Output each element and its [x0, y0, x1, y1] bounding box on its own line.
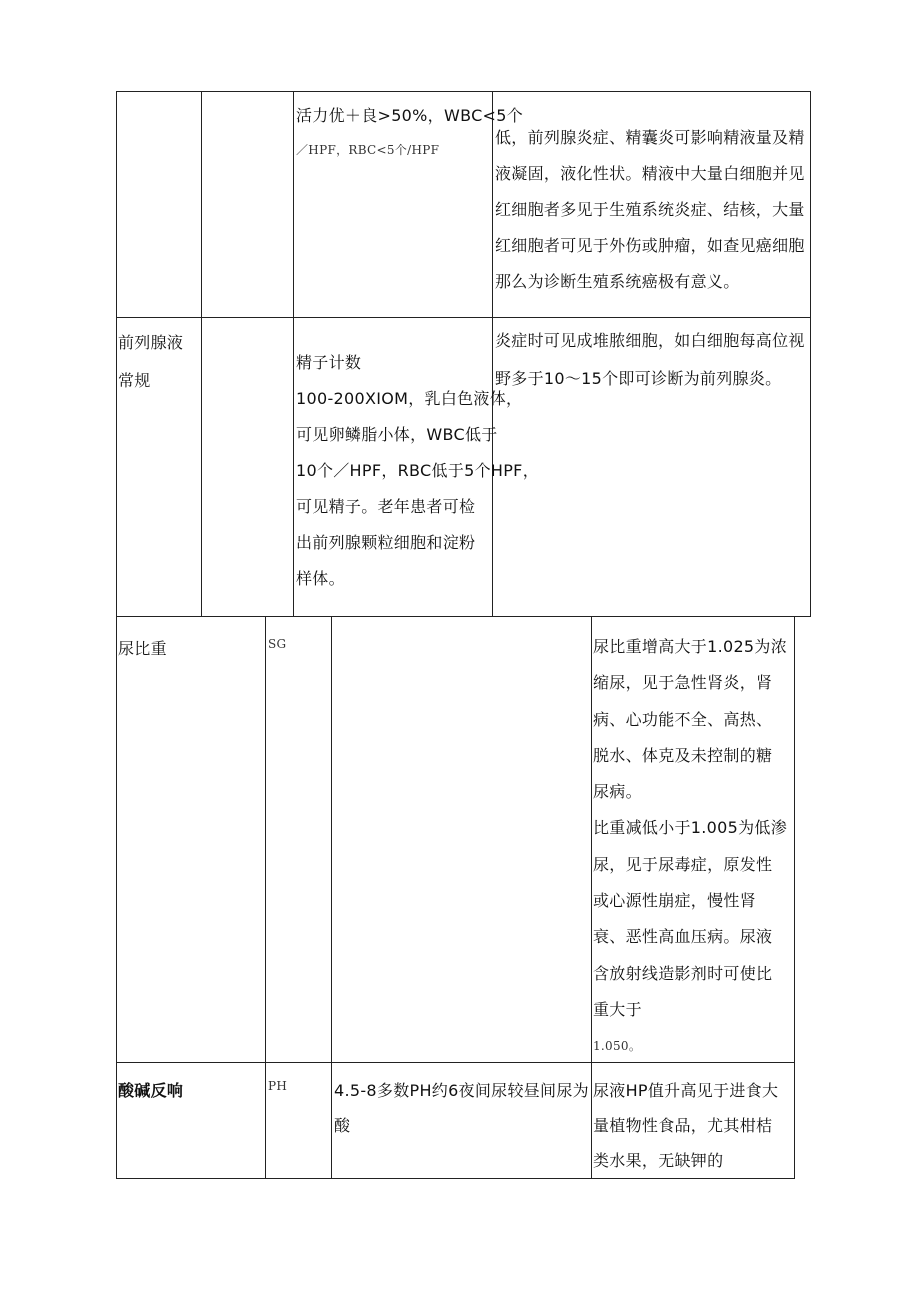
text-line: 量植物性食品，尤其柑桔 [593, 1116, 773, 1135]
text-line: 1.050。 [593, 1039, 642, 1054]
text-line: 可见精子。老年患者可检 [296, 497, 476, 516]
text-line: 尿，见于尿毒症，原发性 [593, 854, 773, 874]
test-name: 尿比重 [118, 639, 167, 658]
table2-row1-meaning [593, 629, 787, 1065]
table2-row1-abbr [268, 629, 286, 659]
table2-row2-name [118, 1073, 183, 1108]
table1-row1-meaning [495, 120, 805, 300]
text-line: 酸 [334, 1116, 351, 1135]
table1-col-line-0 [116, 91, 117, 617]
text-line: 类水果，无缺钾的 [593, 1151, 724, 1170]
table1-row-divider [116, 317, 811, 318]
text-line: 野多于10～15个即可诊断为前列腺炎。 [495, 369, 782, 388]
text-line: 红细胞者可见于外伤或肿瘤，如查见癌细胞 [495, 236, 805, 255]
text-line: 样体。 [296, 569, 345, 588]
text-line: 脱水、体克及未控制的糖 [593, 745, 773, 765]
text-line: 那么为诊断生殖系统癌极有意义。 [495, 272, 740, 291]
table2-col-line-3 [591, 616, 592, 1179]
table2-col-line-4 [794, 616, 795, 1179]
text-line: 含放射线造影剂时可使比 [593, 963, 773, 983]
text-line: 前列腺液 [118, 333, 184, 352]
table2-bottom-border [116, 1178, 795, 1179]
text-line: 出前列腺颗粒细胞和淀粉 [296, 533, 476, 552]
table1-col-line-4 [810, 91, 811, 617]
table1-top-border [116, 91, 811, 92]
text-line: 低，前列腺炎症、精囊炎可影响精液量及精 [495, 128, 805, 147]
table1-row1-criteria [296, 98, 523, 168]
text-line: 尿比重增高大于1.025为浓 [593, 637, 788, 656]
table2-col-line-2 [331, 616, 332, 1179]
test-abbr: PH [268, 1079, 288, 1093]
text-line: 或心源性崩症，慢性肾 [593, 891, 757, 911]
table2-row2-range [334, 1073, 589, 1143]
text-line: 100-200XIOM，乳白色液体， [296, 389, 523, 408]
text-line: 红细胞者多见于生殖系统炎症、结核，大量 [495, 200, 805, 219]
table2-row2-meaning [593, 1073, 778, 1178]
table2-col-line-0 [116, 616, 117, 1179]
table2-col-line-1 [265, 616, 266, 1179]
text-line: 4.5-8多数PH约6夜间尿较昼间尿为 [334, 1081, 589, 1100]
table1-col-line-2 [293, 91, 294, 617]
text-line: 可见卵鳞脂小体，WBC低于 [296, 425, 498, 444]
text-line: 常规 [118, 371, 151, 390]
text-line: 病、心功能不全、高热、 [593, 709, 773, 729]
text-line: 缩尿，见于急性肾炎，肾 [593, 673, 773, 693]
text-line: 比重减低小于1.005为低渗 [593, 818, 788, 838]
table1-row2-name [118, 324, 183, 400]
text-line: 精子计数 [296, 353, 362, 372]
text-line: ／HPF，RBC<5个/HPF [296, 143, 440, 157]
text-line: 重大于 [593, 999, 642, 1019]
table2-row1-name [118, 631, 167, 666]
table1-row2-meaning [495, 322, 805, 398]
text-line: 衰、恶性高血压病。尿液 [593, 927, 773, 947]
text-line: 活力优＋良>50%，WBC<5个 [296, 106, 524, 125]
test-name: 酸碱反响 [118, 1081, 184, 1100]
text-line: 尿病。 [593, 782, 642, 802]
text-line: 10个／HPF，RBC低于5个HPF， [296, 461, 539, 480]
table2-row2-abbr [268, 1071, 287, 1101]
table1-col-line-1 [201, 91, 202, 617]
text-line: 尿液HP值升高见于进食大 [593, 1081, 779, 1100]
text-line: 液凝固，液化性状。精液中大量白细胞并见 [495, 164, 805, 183]
test-abbr: SG [268, 637, 287, 651]
text-line: 炎症时可见成堆脓细胞，如白细胞每高位视 [495, 331, 805, 350]
table2-top-border [116, 616, 795, 617]
